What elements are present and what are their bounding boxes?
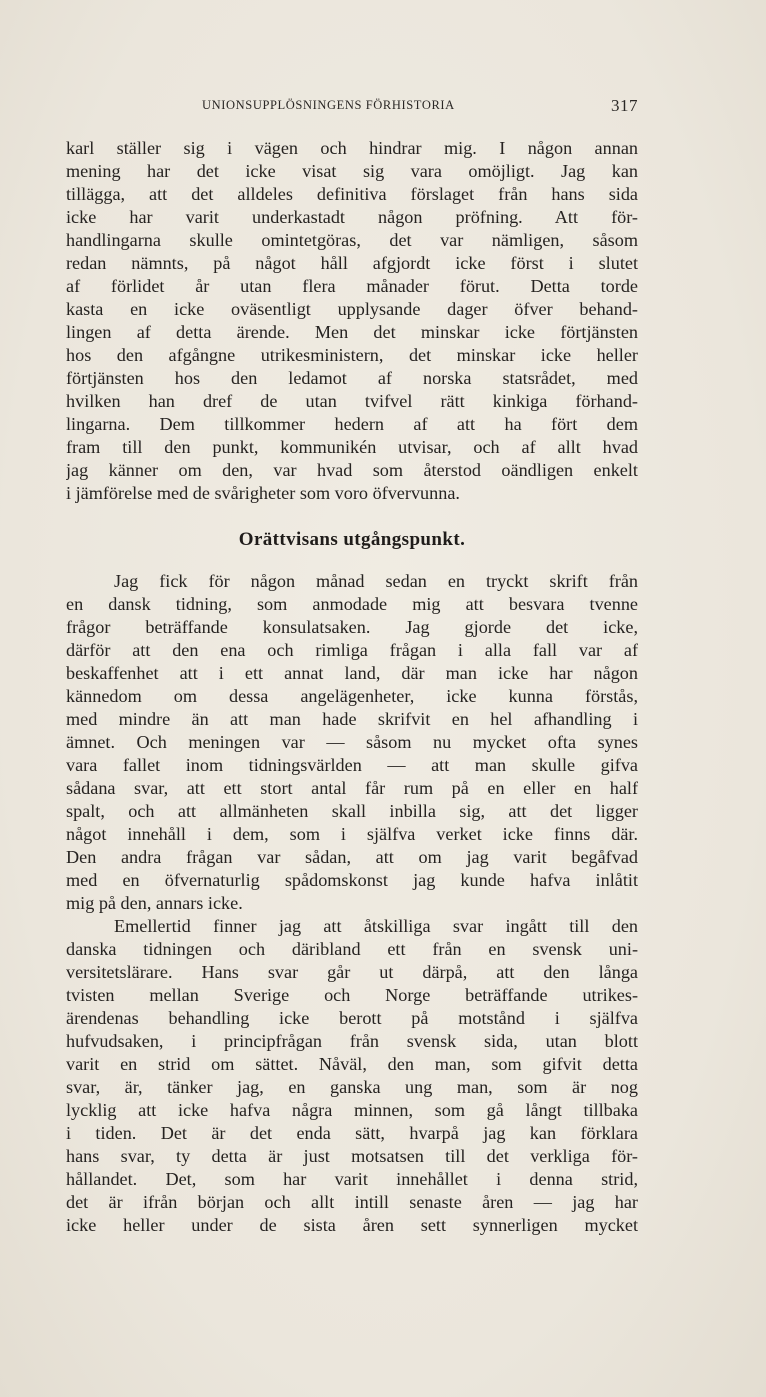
text-line: tillägga, att det alldeles definitiva förslaget från hans sida bbox=[66, 184, 638, 204]
section-body bbox=[66, 570, 638, 1237]
paragraph-continuation bbox=[66, 137, 638, 505]
page-number: 317 bbox=[611, 96, 638, 115]
text-line: hvilken han dref de utan tvifvel rätt kinkiga förhand- bbox=[66, 391, 638, 411]
text-line: Den andra frågan var sådan, att om jag varit begåfvad bbox=[66, 847, 638, 867]
text-line: varit en strid om sättet. Nåväl, den man, som gifvit detta bbox=[66, 1054, 638, 1074]
text-line: kasta en icke oväsentligt upplysande dager öfver behand- bbox=[66, 299, 638, 319]
text-line: frågor beträffande konsulatsaken. Jag gjorde det icke, bbox=[66, 617, 638, 637]
text-line: Jag fick för någon månad sedan en tryckt skrift från bbox=[114, 571, 638, 591]
text-line: en dansk tidning, som anmodade mig att besvara tvenne bbox=[66, 594, 638, 614]
text-line: Emellertid finner jag att åtskilliga svar ingått till den bbox=[114, 916, 638, 936]
text-line: svar, är, tänker jag, en ganska ung man, som är nog bbox=[66, 1077, 638, 1097]
text-line: hållandet. Det, som har varit innehållet i denna strid, bbox=[66, 1169, 638, 1189]
text-line: mig på den, annars icke. bbox=[66, 893, 243, 913]
text-line: af förlidet år utan flera månader förut. Detta torde bbox=[66, 276, 638, 296]
text-line: handlingarna skulle omintetgöras, det var nämligen, såsom bbox=[66, 230, 638, 250]
text-line: jag känner om den, var hvad som återstod oändligen enkelt bbox=[66, 460, 638, 480]
text-line: redan nämnts, på något håll afgjordt icke först i slutet bbox=[66, 253, 638, 273]
text-line: fram till den punkt, kommunikén utvisar, och af allt hvad bbox=[66, 437, 638, 457]
text-line: hans svar, ty detta är just motsatsen till det verkliga för- bbox=[66, 1146, 638, 1166]
text-line: icke heller under de sista åren sett synnerligen mycket bbox=[66, 1215, 638, 1235]
text-line: lingen af detta ärende. Men det minskar icke förtjänsten bbox=[66, 322, 638, 342]
text-line: hos den afgångne utrikesministern, det minskar icke heller bbox=[66, 345, 638, 365]
text-line: sådana svar, att ett stort antal får rum på en eller en half bbox=[66, 778, 638, 798]
section-heading: Orättvisans utgångspunkt. bbox=[238, 529, 466, 550]
text-line: med mindre än att man hade skrifvit en hel afhandling i bbox=[66, 709, 638, 729]
text-line: danska tidningen och däribland ett från en svensk uni- bbox=[66, 939, 638, 959]
text-line: det är ifrån början och allt intill senaste åren — jag har bbox=[66, 1192, 638, 1212]
text-line: därför att den ena och rimliga frågan i alla fall var af bbox=[66, 640, 638, 660]
text-line: i jämförelse med de svårigheter som voro öfvervunna. bbox=[66, 483, 460, 503]
text-line: hufvudsaken, i principfrågan från svensk sida, utan blott bbox=[66, 1031, 638, 1051]
text-line: något innehåll i dem, som i själfva verket icke finns där. bbox=[66, 824, 638, 844]
text-line: beskaffenhet att i ett annat land, där man icke har någon bbox=[66, 663, 638, 683]
text-line: förtjänsten hos den ledamot af norska statsrådet, med bbox=[66, 368, 638, 388]
text-line: kännedom om dessa angelägenheter, icke kunna förstås, bbox=[66, 686, 638, 706]
text-line: lingarna. Dem tillkommer hedern af att ha fört dem bbox=[66, 414, 638, 434]
text-line: icke har varit underkastadt någon pröfning. Att för- bbox=[66, 207, 638, 227]
text-line: i tiden. Det är det enda sätt, hvarpå jag kan förklara bbox=[66, 1123, 638, 1143]
text-line: mening har det icke visat sig vara omöjligt. Jag kan bbox=[66, 161, 638, 181]
running-head bbox=[66, 96, 638, 118]
text-line: tvisten mellan Sverige och Norge beträffande utrikes- bbox=[66, 985, 638, 1005]
text-line: versitetslärare. Hans svar går ut därpå, att den långa bbox=[66, 962, 638, 982]
text-line: ärendenas behandling icke berott på motstånd i själfva bbox=[66, 1008, 638, 1028]
running-title: UNIONSUPPLÖSNINGENS FÖRHISTORIA bbox=[202, 98, 455, 112]
text-line: ämnet. Och meningen var — såsom nu mycket ofta synes bbox=[66, 732, 638, 752]
text-line: lycklig att icke hafva några minnen, som gå långt tillbaka bbox=[66, 1100, 638, 1120]
text-line: spalt, och att allmänheten skall inbilla sig, att det ligger bbox=[66, 801, 638, 821]
text-line: vara fallet inom tidningsvärlden — att man skulle gifva bbox=[66, 755, 638, 775]
text-line: med en öfvernaturlig spådomskonst jag kunde hafva inlåtit bbox=[66, 870, 638, 890]
text-line: karl ställer sig i vägen och hindrar mig. I någon annan bbox=[66, 138, 638, 158]
